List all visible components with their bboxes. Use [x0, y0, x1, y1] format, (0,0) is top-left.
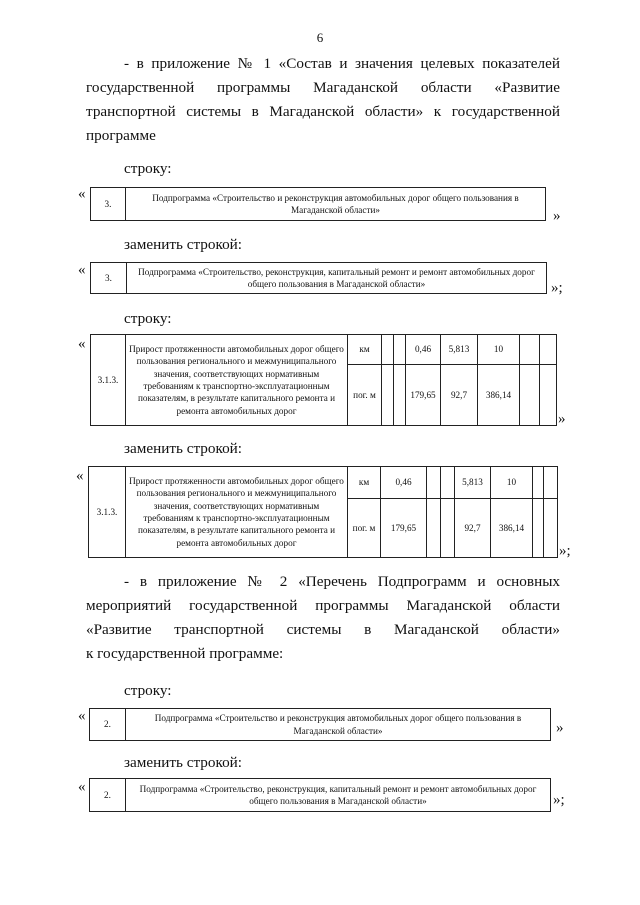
table-subprogram-new-2 — [89, 778, 551, 812]
table-cell-num: 2. — [90, 709, 126, 741]
table-cell-unit: км — [348, 335, 382, 365]
page-number: 6 — [316, 30, 324, 45]
table-cell-empty — [540, 335, 557, 365]
table-cell-empty — [441, 499, 455, 558]
table-cell-value: 179,65 — [406, 365, 441, 426]
table-cell-empty — [544, 499, 558, 558]
open-quote: « — [78, 779, 86, 795]
replace-label: заменить строкой: — [124, 236, 243, 253]
open-quote: « — [76, 468, 84, 484]
table-cell-value: 0,46 — [381, 467, 427, 499]
replace-label: заменить строкой: — [124, 440, 243, 457]
table-cell-empty — [394, 335, 406, 365]
table-subprogram-old-2 — [89, 708, 551, 741]
table-cell-num: 3. — [91, 263, 127, 294]
table-cell-value: 92,7 — [441, 365, 478, 426]
replace-label: заменить строкой: — [124, 754, 243, 771]
table-cell-empty — [544, 467, 558, 499]
table-cell-value: 10 — [478, 335, 520, 365]
open-quote: « — [78, 708, 86, 724]
table-cell-value: 5,813 — [455, 467, 491, 499]
table-cell-num: 3.1.3. — [89, 467, 126, 558]
table-cell-empty — [533, 467, 544, 499]
table-cell-empty — [382, 335, 394, 365]
table-cell-empty — [441, 467, 455, 499]
open-quote: « — [78, 262, 86, 278]
paragraph-appendix-1 — [86, 52, 560, 148]
table-subprogram-old-1 — [90, 187, 546, 221]
close-quote: »; — [553, 792, 565, 808]
table-indicator-old — [90, 334, 557, 426]
table-cell-value: 92,7 — [455, 499, 491, 558]
row-label: строку: — [124, 160, 172, 177]
close-quote: »; — [551, 280, 563, 296]
paragraph-line: - в приложение № 1 «Состав и значения целевых показателей — [124, 55, 560, 72]
table-cell-empty — [540, 365, 557, 426]
table-cell-text: Прирост протяженности автомобильных дорог общего пользования регионального и межмуниципального значения, соответствующих нормативным требованиям к транспортно-эксплуатационным показателям, в результате капитального ремонта и ремонта автомобильных дорог — [126, 335, 348, 426]
paragraph-line: транспортной системы в Магаданской области» к государственной — [86, 103, 560, 120]
paragraph-appendix-2 — [86, 570, 560, 666]
row-label: строку: — [124, 682, 172, 699]
close-quote: » — [553, 208, 561, 224]
open-quote: « — [78, 336, 86, 352]
table-cell-num: 3. — [91, 188, 126, 221]
paragraph-line: мероприятий государственной программы Магаданской области — [86, 597, 560, 614]
table-cell-text: Подпрограмма «Строительство и реконструкция автомобильных дорог общего пользования в Магаданской области» — [126, 709, 551, 741]
table-cell-num: 3.1.3. — [91, 335, 126, 426]
paragraph-line: к государственной программе: — [86, 645, 284, 662]
table-cell-value: 10 — [491, 467, 533, 499]
table-cell-unit: км — [348, 467, 381, 499]
table-cell-empty — [394, 365, 406, 426]
close-quote: »; — [559, 543, 571, 559]
table-cell-text: Прирост протяженности автомобильных дорог общего пользования регионального и межмуниципального значения, соответствующих нормативным требованиям к транспортно-эксплуатационным показателям, в результате капитального ремонта и ремонта автомобильных дорог — [126, 467, 348, 558]
table-cell-value: 0,46 — [406, 335, 441, 365]
table-cell-empty — [520, 335, 540, 365]
table-cell-value: 386,14 — [491, 499, 533, 558]
table-cell-empty — [533, 499, 544, 558]
table-indicator-new — [88, 466, 558, 558]
table-cell-text: Подпрограмма «Строительство, реконструкция, капитальный ремонт и ремонт автомобильных дорог общего пользования в Магаданской области» — [126, 779, 551, 812]
row-label: строку: — [124, 310, 172, 327]
table-cell-unit: пог. м — [348, 365, 382, 426]
paragraph-line: «Развитие транспортной системы в Магаданской области» — [86, 621, 560, 638]
table-cell-value: 179,65 — [381, 499, 427, 558]
table-cell-empty — [427, 467, 441, 499]
close-quote: » — [558, 411, 566, 427]
paragraph-line: - в приложение № 2 «Перечень Подпрограмм и основных — [124, 573, 560, 590]
paragraph-line: государственной программы Магаданской области «Развитие — [86, 79, 560, 96]
table-cell-empty — [382, 365, 394, 426]
table-cell-value: 386,14 — [478, 365, 520, 426]
table-cell-empty — [520, 365, 540, 426]
table-subprogram-new-1 — [90, 262, 547, 294]
table-cell-unit: пог. м — [348, 499, 381, 558]
table-cell-text: Подпрограмма «Строительство, реконструкция, капитальный ремонт и ремонт автомобильных дорог общего пользования в Магаданской области» — [127, 263, 547, 294]
paragraph-line: программе — [86, 127, 156, 144]
open-quote: « — [78, 186, 86, 202]
table-cell-text: Подпрограмма «Строительство и реконструкция автомобильных дорог общего пользования в Магаданской области» — [126, 188, 546, 221]
table-cell-value: 5,813 — [441, 335, 478, 365]
table-cell-num: 2. — [90, 779, 126, 812]
close-quote: » — [556, 720, 564, 736]
table-cell-empty — [427, 499, 441, 558]
